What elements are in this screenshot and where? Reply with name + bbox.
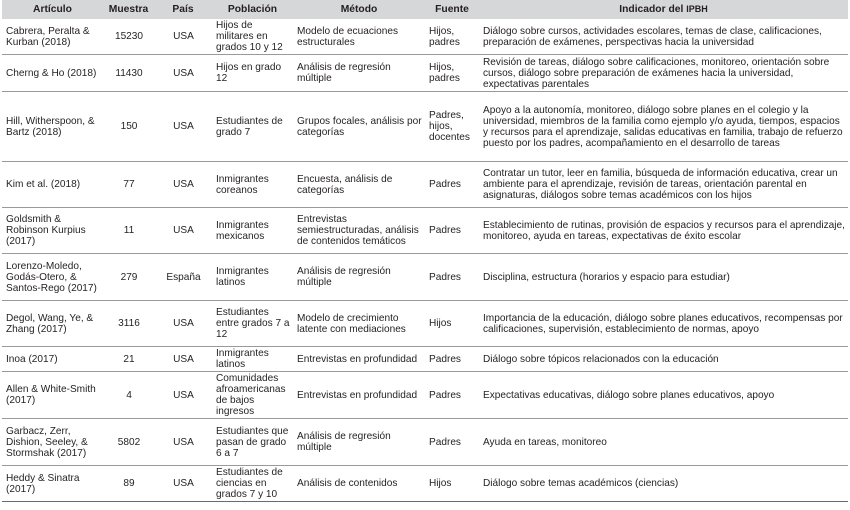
cell-muestra: 150 <box>103 92 154 162</box>
cell-pais: USA <box>154 162 212 208</box>
cell-pais: USA <box>154 419 212 466</box>
cell-poblacion: Hijos de militares en grados 10 y 12 <box>212 19 293 55</box>
cell-pais: USA <box>154 347 212 372</box>
table-row <box>2 208 848 254</box>
cell-muestra: 279 <box>103 254 154 301</box>
cell-fuente: Padres <box>425 208 479 254</box>
cell-pais: USA <box>154 466 212 502</box>
cell-articulo: Cabrera, Peralta & Kurban (2018) <box>2 19 103 55</box>
cell-indicador: Diálogo sobre cursos, actividades escolares, temas de clase, calificaciones, preparación de exámenes, perspectivas hacia la universidad <box>479 19 848 55</box>
cell-indicador: Contratar un tutor, leer en familia, búsqueda de información educativa, crear un ambiente para el aprendizaje, revisión de tareas, orientación parental en asignaturas, diálogos sobre temas académicos con los hijos <box>479 162 848 208</box>
cell-pais: USA <box>154 55 212 92</box>
cell-indicador: Diálogo sobre tópicos relacionados con la educación <box>479 347 848 372</box>
cell-muestra: 89 <box>103 466 154 502</box>
cell-articulo: Inoa (2017) <box>2 347 103 372</box>
cell-muestra: 11 <box>103 208 154 254</box>
header-fuente: Fuente <box>425 0 479 19</box>
cell-muestra: 77 <box>103 162 154 208</box>
header-metodo: Método <box>293 0 425 19</box>
cell-metodo: Entrevistas semiestructuradas, análisis de contenidos temáticos <box>293 208 425 254</box>
cell-metodo: Análisis de contenidos <box>293 466 425 502</box>
cell-articulo: Garbacz, Zerr, Dishion, Seeley, & Stormshak (2017) <box>2 419 103 466</box>
table-row <box>2 347 848 372</box>
cell-poblacion: Estudiantes de ciencias en grados 7 y 10 <box>212 466 293 502</box>
table-row <box>2 301 848 347</box>
cell-metodo: Encuesta, análisis de categorías <box>293 162 425 208</box>
cell-muestra: 5802 <box>103 419 154 466</box>
cell-poblacion: Inmigrantes latinos <box>212 254 293 301</box>
table-row <box>2 162 848 208</box>
cell-metodo: Análisis de regresión múltiple <box>293 419 425 466</box>
cell-muestra: 4 <box>103 372 154 419</box>
cell-indicador: Revisión de tareas, diálogo sobre calificaciones, monitoreo, orientación sobre cursos, diálogo sobre preparación de exámenes hacia la universidad, expectativas parentales <box>479 55 848 92</box>
cell-poblacion: Comunidades afroamericanas de bajos ingresos <box>212 372 293 419</box>
cell-fuente: Hijos <box>425 466 479 502</box>
cell-fuente: Padres <box>425 347 479 372</box>
cell-poblacion: Estudiantes entre grados 7 a 12 <box>212 301 293 347</box>
cell-fuente: Padres <box>425 162 479 208</box>
cell-muestra: 21 <box>103 347 154 372</box>
header-indicador <box>479 0 848 19</box>
cell-articulo: Cherng & Ho (2018) <box>2 55 103 92</box>
header-articulo: Artículo <box>2 0 103 19</box>
cell-metodo: Grupos focales, análisis por categorías <box>293 92 425 162</box>
cell-indicador: Ayuda en tareas, monitoreo <box>479 419 848 466</box>
cell-fuente: Padres <box>425 254 479 301</box>
cell-metodo: Entrevistas en profundidad <box>293 372 425 419</box>
header-indicador-abbr: IPBH <box>686 4 708 14</box>
cell-muestra: 3116 <box>103 301 154 347</box>
cell-indicador: Importancia de la educación, diálogo sobre planes educativos, recompensas por calificaciones, supervisión, establecimiento de normas, apoyo <box>479 301 848 347</box>
cell-indicador: Expectativas educativas, diálogo sobre planes educativos, apoyo <box>479 372 848 419</box>
cell-metodo: Modelo de ecuaciones estructurales <box>293 19 425 55</box>
header-muestra: Muestra <box>103 0 154 19</box>
cell-articulo: Heddy & Sinatra (2017) <box>2 466 103 502</box>
table-row <box>2 372 848 419</box>
table-row <box>2 92 848 162</box>
cell-metodo: Análisis de regresión múltiple <box>293 254 425 301</box>
cell-indicador: Disciplina, estructura (horarios y espacio para estudiar) <box>479 254 848 301</box>
studies-table <box>2 0 848 502</box>
table-row <box>2 19 848 55</box>
cell-muestra: 11430 <box>103 55 154 92</box>
table-row <box>2 254 848 301</box>
cell-fuente: Padres, hijos, docentes <box>425 92 479 162</box>
cell-articulo: Lorenzo-Moledo, Godás-Otero, & Santos-Rego (2017) <box>2 254 103 301</box>
cell-muestra: 15230 <box>103 19 154 55</box>
cell-pais: USA <box>154 372 212 419</box>
cell-pais: USA <box>154 301 212 347</box>
cell-pais: USA <box>154 92 212 162</box>
cell-articulo: Kim et al. (2018) <box>2 162 103 208</box>
cell-articulo: Degol, Wang, Ye, & Zhang (2017) <box>2 301 103 347</box>
cell-poblacion: Inmigrantes coreanos <box>212 162 293 208</box>
table-row <box>2 466 848 502</box>
header-pais: País <box>154 0 212 19</box>
cell-pais: USA <box>154 19 212 55</box>
cell-pais: España <box>154 254 212 301</box>
cell-pais: USA <box>154 208 212 254</box>
cell-fuente: Hijos <box>425 301 479 347</box>
cell-indicador: Establecimiento de rutinas, provisión de espacios y recursos para el aprendizaje, monitoreo, ayuda en tareas, expectativas de éxito escolar <box>479 208 848 254</box>
table-row <box>2 55 848 92</box>
header-row <box>2 0 848 19</box>
cell-fuente: Hijos, padres <box>425 55 479 92</box>
cell-metodo: Entrevistas en profundidad <box>293 347 425 372</box>
cell-metodo: Modelo de crecimiento latente con mediaciones <box>293 301 425 347</box>
cell-poblacion: Inmigrantes latinos <box>212 347 293 372</box>
cell-articulo: Allen & White-Smith (2017) <box>2 372 103 419</box>
cell-poblacion: Estudiantes de grado 7 <box>212 92 293 162</box>
cell-fuente: Hijos, padres <box>425 19 479 55</box>
cell-fuente: Padres <box>425 419 479 466</box>
cell-poblacion: Hijos en grado 12 <box>212 55 293 92</box>
cell-fuente: Padres <box>425 372 479 419</box>
cell-poblacion: Estudiantes que pasan de grado 6 a 7 <box>212 419 293 466</box>
header-indicador-label: Indicador del <box>619 4 684 15</box>
cell-articulo: Hill, Witherspoon, & Bartz (2018) <box>2 92 103 162</box>
table-row <box>2 419 848 466</box>
cell-indicador: Apoyo a la autonomía, monitoreo, diálogo sobre planes en el colegio y la universidad, miembros de la familia como ejemplo y/o ayuda, tiempos, espacios y recursos para el aprendizaje, salidas educativas en familia, trabajo de refuerzo puesto por los padres, acompañamiento en el desarrollo de tareas <box>479 92 848 162</box>
header-poblacion: Población <box>212 0 293 19</box>
cell-metodo: Análisis de regresión múltiple <box>293 55 425 92</box>
cell-articulo: Goldsmith & Robinson Kurpius (2017) <box>2 208 103 254</box>
cell-indicador: Diálogo sobre temas académicos (ciencias) <box>479 466 848 502</box>
cell-poblacion: Inmigrantes mexicanos <box>212 208 293 254</box>
